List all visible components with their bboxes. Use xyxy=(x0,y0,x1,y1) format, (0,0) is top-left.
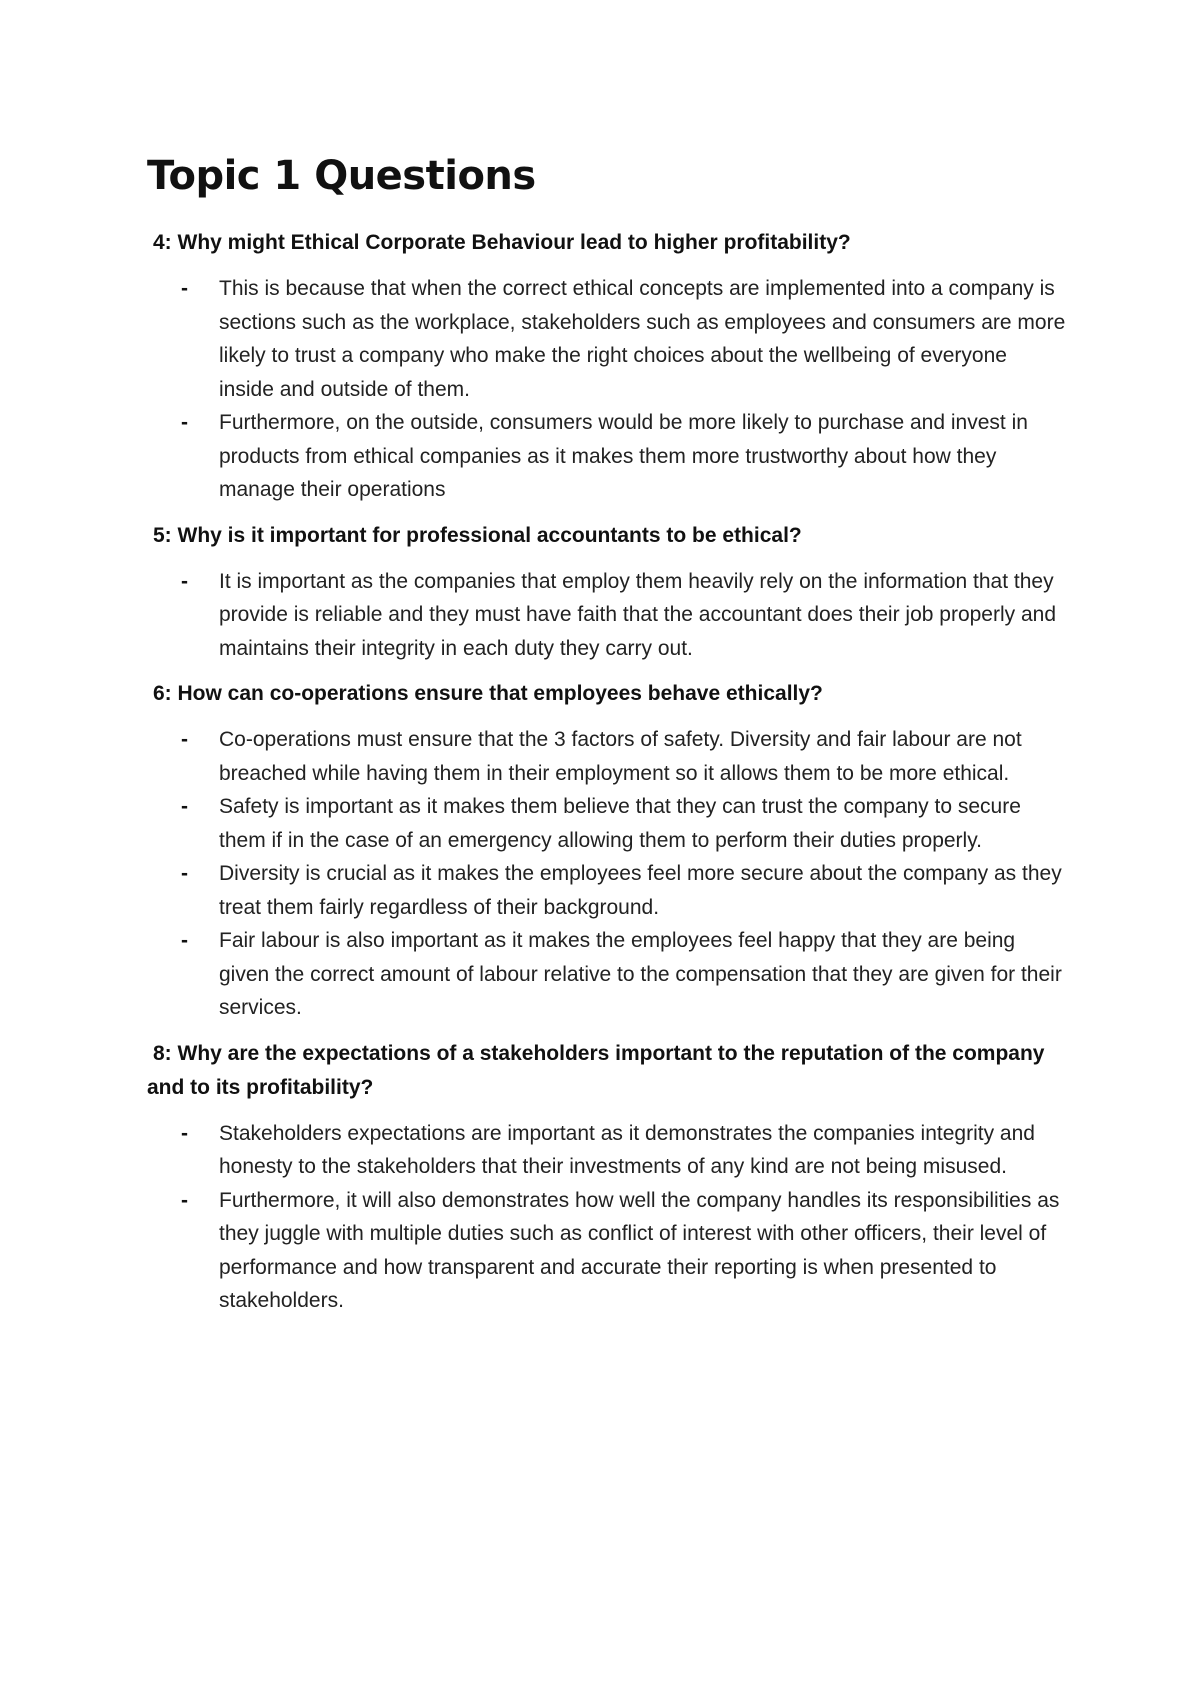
question-heading: 5: Why is it important for professional accountants to be ethical? xyxy=(153,523,802,547)
question-section-5 xyxy=(147,519,1067,666)
answer-item xyxy=(147,723,1067,790)
question-section-6 xyxy=(147,677,1067,1025)
answer-text: Furthermore, on the outside, consumers would be more likely to purchase and invest in products from ethical companies as it makes them more trustworthy about how they manage their operations xyxy=(219,411,1028,501)
answer-text: Safety is important as it makes them believe that they can trust the company to secure them if in the case of an emergency allowing them to perform their duties properly. xyxy=(219,795,1021,852)
answer-item xyxy=(147,857,1067,924)
answer-text: Co-operations must ensure that the 3 factors of safety. Diversity and fair labour are not breached while having them in their employment so it allows them to be more ethical. xyxy=(219,728,1022,785)
question-heading: 8: Why are the expectations of a stakeholders important to the reputation of the company and to its profitability? xyxy=(147,1041,1045,1099)
bullet-dash-icon: - xyxy=(181,1188,188,1212)
bullet-dash-icon: - xyxy=(181,1121,188,1145)
bullet-dash-icon: - xyxy=(181,929,188,952)
answer-item xyxy=(147,1184,1067,1318)
answer-item xyxy=(147,406,1067,507)
answer-list xyxy=(147,1117,1067,1318)
answer-text: Stakeholders expectations are important as it demonstrates the companies integrity and honesty to the stakeholders that their investments of any kind are not being misused. xyxy=(219,1121,1035,1178)
answer-item xyxy=(147,924,1067,1025)
bullet-dash-icon: - xyxy=(181,569,188,593)
question-section-4 xyxy=(147,226,1067,507)
bullet-dash-icon: - xyxy=(181,795,188,818)
question-heading: 6: How can co-operations ensure that employees behave ethically? xyxy=(153,682,823,705)
answer-text: Diversity is crucial as it makes the employees feel more secure about the company as they treat them fairly regardless of their background. xyxy=(219,862,1062,919)
question-heading: 4: Why might Ethical Corporate Behaviour lead to higher profitability? xyxy=(153,231,851,254)
bullet-dash-icon: - xyxy=(181,277,188,300)
answer-text: Furthermore, it will also demonstrates how well the company handles its responsibilities as they juggle with multiple duties such as conflict of interest with other officers, their level of performance and how transparent and accurate their reporting is when presented to stakeholders. xyxy=(219,1188,1060,1312)
answer-item xyxy=(147,272,1067,406)
answer-list xyxy=(147,565,1067,666)
page-title: Topic 1 Questions xyxy=(147,153,536,199)
answer-text: Fair labour is also important as it makes the employees feel happy that they are being given the correct amount of labour relative to the compensation that they are given for their services. xyxy=(219,929,1062,1019)
bullet-dash-icon: - xyxy=(181,411,188,434)
question-section-8 xyxy=(147,1037,1067,1318)
answer-item xyxy=(147,1117,1067,1184)
answer-item xyxy=(147,565,1067,666)
answer-list xyxy=(147,723,1067,1025)
bullet-dash-icon: - xyxy=(181,862,188,885)
answer-text: It is important as the companies that employ them heavily rely on the information that they provide is reliable and they must have faith that the accountant does their job properly and maintains their integrity in each duty they carry out. xyxy=(219,569,1057,660)
answer-list xyxy=(147,272,1067,507)
answer-item xyxy=(147,790,1067,857)
document-page xyxy=(147,150,1067,1330)
answer-text: This is because that when the correct ethical concepts are implemented into a company is sections such as the workplace, stakeholders such as employees and consumers are more likely to trust a company who make the right choices about the wellbeing of everyone inside and outside of them. xyxy=(219,277,1066,401)
bullet-dash-icon: - xyxy=(181,728,188,751)
